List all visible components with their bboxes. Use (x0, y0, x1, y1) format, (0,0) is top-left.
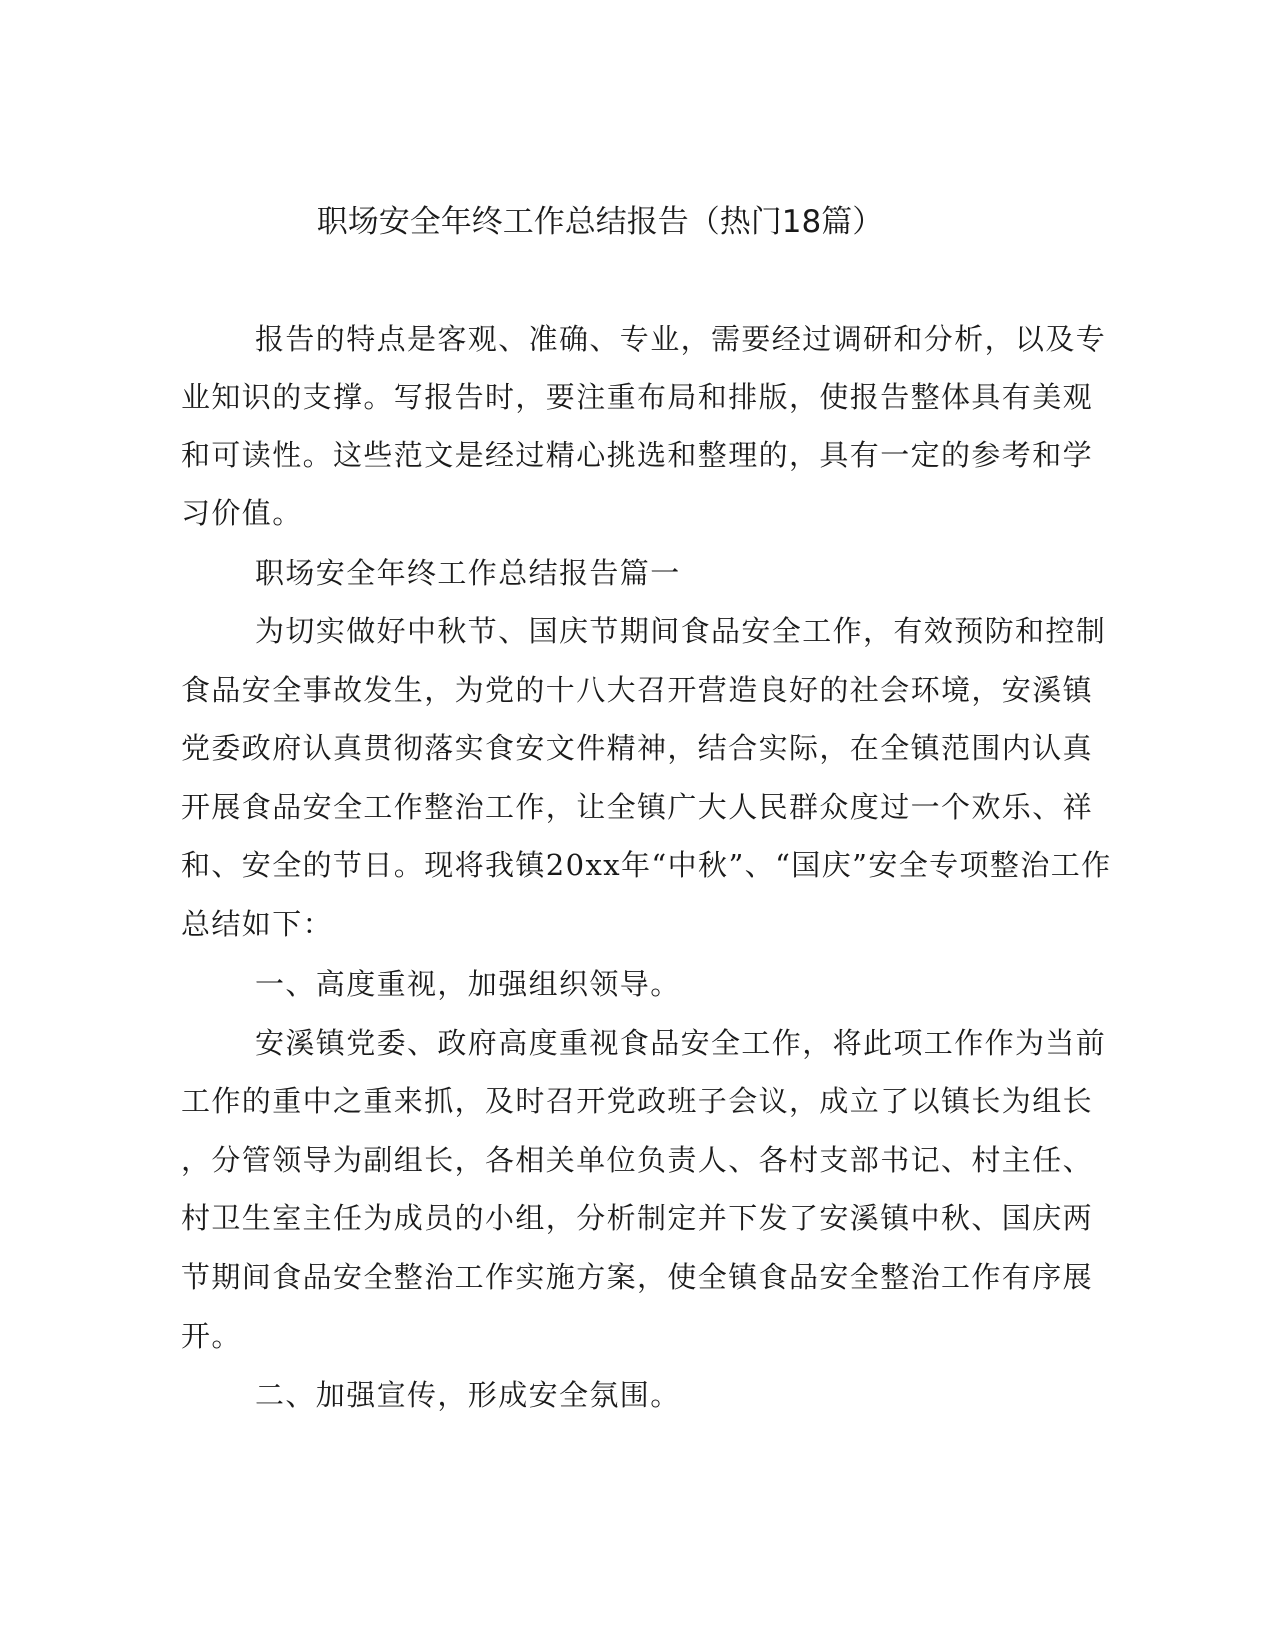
body-line: 习价值。 (181, 496, 303, 530)
body-line: 业知识的支撑。写报告时，要注重布局和排版，使报告整体具有美观 (181, 380, 1094, 414)
body-line: 和可读性。这些范文是经过精心挑选和整理的，具有一定的参考和学 (181, 438, 1094, 472)
body-line: 和、安全的节日。现将我镇20xx年“中秋”、“国庆”安全专项整治工作 (181, 848, 1112, 882)
body-line: 报告的特点是客观、准确、专业，需要经过调研和分析，以及专 (255, 322, 1107, 356)
body-line: 党委政府认真贯彻落实食安文件精神，结合实际，在全镇范围内认真 (181, 731, 1094, 765)
body-line: 开展食品安全工作整治工作，让全镇广大人民群众度过一个欢乐、祥 (181, 790, 1094, 824)
body-line: 安溪镇党委、政府高度重视食品安全工作，将此项工作作为当前 (255, 1026, 1107, 1060)
body-line: 为切实做好中秋节、国庆节期间食品安全工作，有效预防和控制 (255, 614, 1107, 648)
body-line: ，分管领导为副组长，各相关单位负责人、各村支部书记、村主任、 (181, 1143, 1094, 1177)
body-line: 村卫生室主任为成员的小组，分析制定并下发了安溪镇中秋、国庆两 (181, 1201, 1094, 1235)
body-line: 节期间食品安全整治工作实施方案，使全镇食品安全整治工作有序展 (181, 1260, 1094, 1294)
body-line: 开。 (181, 1319, 242, 1353)
subheading: 一、高度重视，加强组织领导。 (255, 967, 681, 1001)
body-line: 工作的重中之重来抓，及时召开党政班子会议，成立了以镇长为组长 (181, 1084, 1094, 1118)
document-title: 职场安全年终工作总结报告（热门18篇） (316, 204, 884, 240)
subheading: 二、加强宣传，形成安全氛围。 (255, 1378, 681, 1412)
body-line: 总结如下： (181, 907, 334, 941)
body-line: 食品安全事故发生，为党的十八大召开营造良好的社会环境，安溪镇 (181, 673, 1094, 707)
section-heading: 职场安全年终工作总结报告篇一 (255, 556, 681, 590)
